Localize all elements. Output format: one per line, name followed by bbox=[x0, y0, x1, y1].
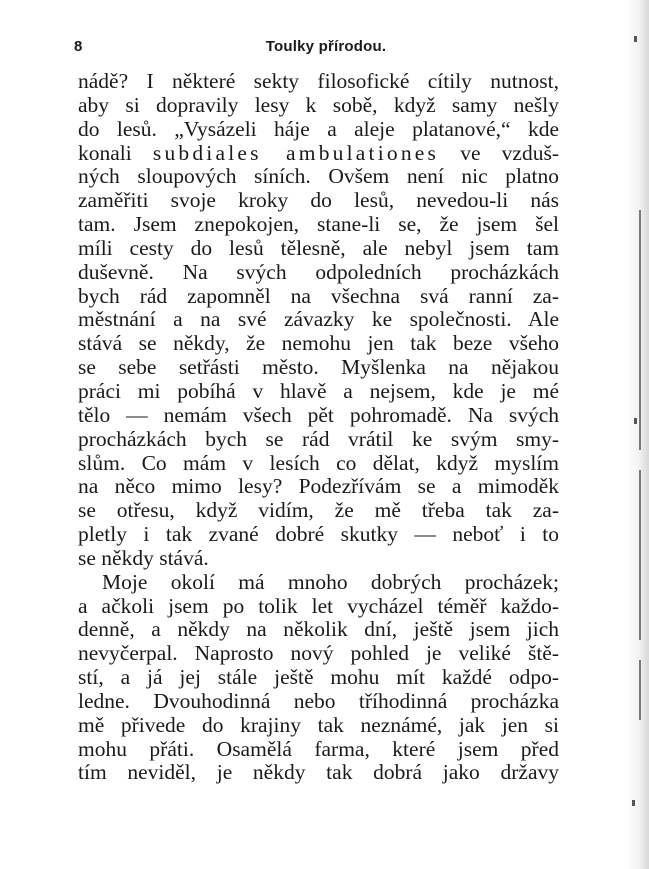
text-fragment: konali bbox=[78, 141, 153, 165]
text-line: denně, a někdy na několik dní, ještě jsem jich bbox=[78, 618, 559, 642]
text-line: slům. Co mám v lesích co dělat, když myslím bbox=[78, 451, 559, 475]
paragraph-end-line: se někdy stává. bbox=[78, 546, 209, 570]
spaced-latin-phrase: subdiales ambulationes bbox=[152, 141, 440, 165]
text-line: tím neviděl, je někdy tak dobrá jako državy bbox=[78, 761, 559, 785]
text-line: duševně. Na svých odpoledních procházkách bbox=[78, 260, 559, 284]
text-line: mě přivede do krajiny tak neznámé, jak jen si bbox=[78, 713, 559, 737]
text-line: ledne. Dvouhodinná nebo tříhodinná procházka bbox=[78, 689, 559, 713]
text-line: městnání a na své závazky ke společnosti. Ale bbox=[78, 308, 559, 332]
text-line bbox=[78, 142, 559, 166]
running-title: Toulky přírodou. bbox=[265, 38, 387, 55]
text-line: zaměřiti svoje kroky do lesů, nevedou-li nás bbox=[78, 189, 559, 213]
paragraph-start-line: Moje okolí má mnoho dobrých procházek; bbox=[102, 570, 559, 594]
text-line: procházkách bych se rád vrátil ke svým smy- bbox=[78, 427, 559, 451]
text-line: a ačkoli jsem po tolik let vycházel téměř každo- bbox=[78, 594, 559, 618]
text-line: nevyčerpal. Naprosto nový pohled je veliké ště- bbox=[78, 642, 559, 666]
scan-speck bbox=[632, 800, 635, 806]
page-header bbox=[74, 38, 564, 62]
text-line: se otřesu, když vidím, že mě třeba tak za- bbox=[78, 499, 559, 523]
page-edge-shadow bbox=[627, 0, 649, 869]
text-line: ných sloupových síních. Ovšem není nic platno bbox=[78, 165, 559, 189]
text-line: na něco mimo lesy? Podezřívám se a mimoděk bbox=[78, 475, 559, 499]
text-line: bych rád zapomněl na všechna svá ranní za- bbox=[78, 284, 559, 308]
text-line: práci mi pobíhá v hlavě a nejsem, kde je mé bbox=[78, 379, 559, 403]
text-line: tělo — nemám všech pět pohromadě. Na svých bbox=[78, 403, 559, 427]
text-line: stí, a já jej stále ještě mohu mít každé odpo- bbox=[78, 666, 559, 690]
text-line: mohu přáti. Osamělá farma, které jsem před bbox=[78, 737, 559, 761]
binding-edge-line bbox=[639, 210, 641, 450]
body-text bbox=[78, 70, 559, 785]
page-number: 8 bbox=[74, 38, 83, 55]
binding-edge-line bbox=[639, 660, 641, 720]
text-line: do lesů. „Vysázeli háje a aleje platanové,“ kde bbox=[78, 117, 559, 141]
text-fragment: ve vzduš- bbox=[439, 141, 559, 165]
scan-speck bbox=[634, 418, 637, 424]
text-line: tam. Jsem znepokojen, stane-li se, že jsem šel bbox=[78, 213, 559, 237]
text-line: se sebe setřásti město. Myšlenka na nějakou bbox=[78, 356, 559, 380]
binding-edge-line bbox=[639, 470, 641, 640]
text-line: pletly i tak zvané dobré skutky — neboť i to bbox=[78, 523, 559, 547]
text-line: míli cesty do lesů tělesně, ale nebyl jsem tam bbox=[78, 236, 559, 260]
text-line: nádě? I některé sekty filosofické cítily nutnost, bbox=[78, 70, 559, 93]
scan-speck bbox=[634, 36, 637, 42]
text-line: stává se někdy, že nemohu jen tak beze všeho bbox=[78, 332, 559, 356]
text-line: aby si dopravily lesy k sobě, když samy nešly bbox=[78, 93, 559, 117]
